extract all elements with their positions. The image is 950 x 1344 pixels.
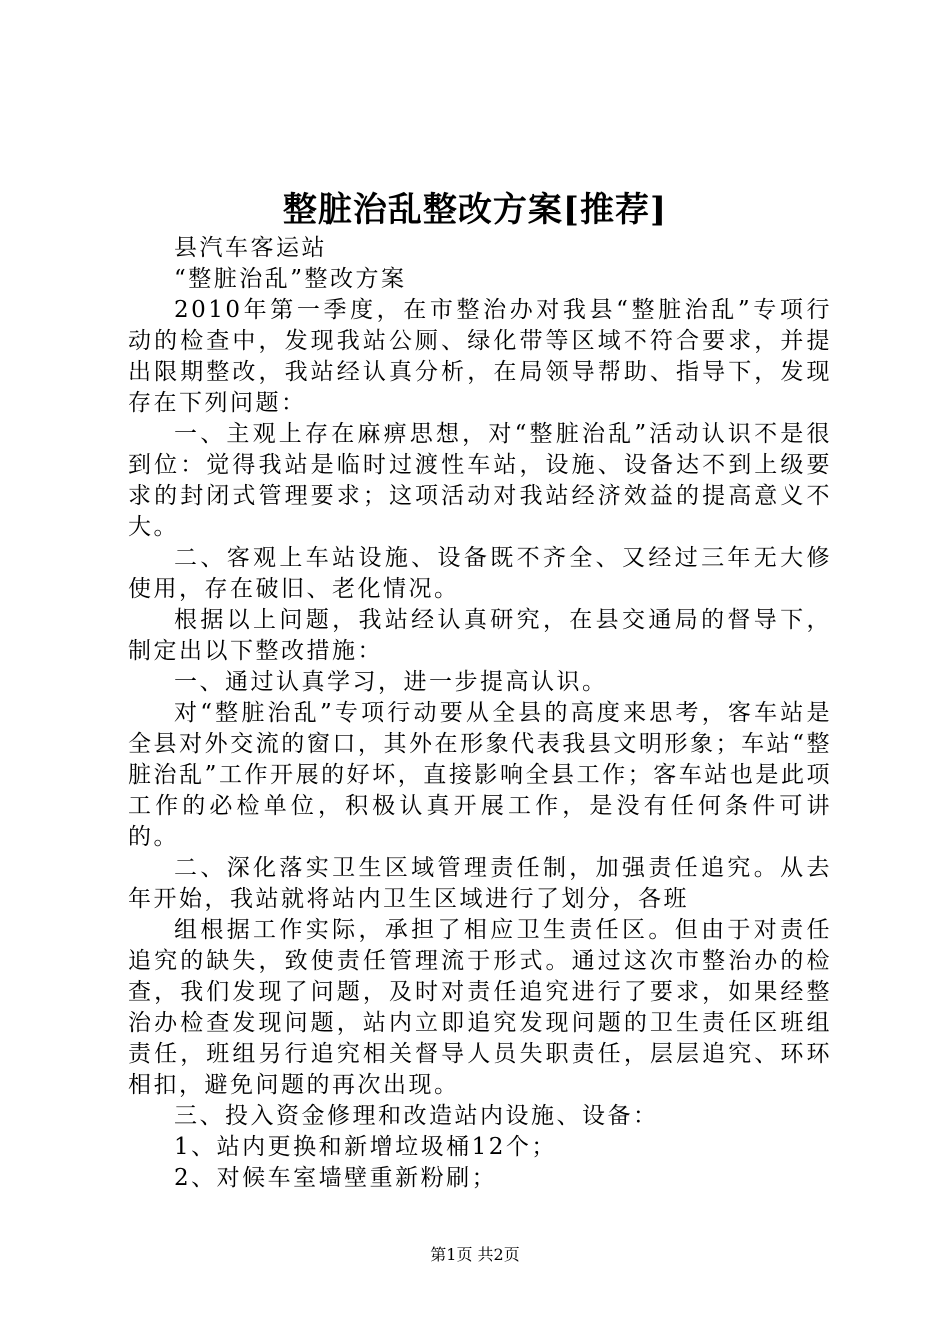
paragraph-measure-3-heading: 三、投入资金修理和改造站内设施、设备： [174, 1103, 659, 1129]
document-body [128, 233, 832, 1194]
paragraph-measure-3-item-1: 1、站内更换和新增垃圾桶12个； [174, 1134, 557, 1160]
paragraph-org-name: 县汽车客运站 [174, 235, 327, 261]
paragraph-problem-1: 一、主观上存在麻痹思想，对“整脏治乱”活动认识不是很到位：觉得我站是临时过渡性车站，设施、设备达不到上级要求的封闭式管理要求；这项活动对我站经济效益的提高意义不大。 [128, 421, 832, 540]
paragraph-measure-2-heading: 二、深化落实卫生区域管理责任制，加强责任追究。从去年开始，我站就将站内卫生区域进行了划分，各班 [128, 855, 832, 912]
page-footer: 第1页 共2页 [430, 1245, 520, 1264]
paragraph-measure-2-body: 组根据工作实际，承担了相应卫生责任区。但由于对责任追究的缺失，致使责任管理流于形式。通过这次市整治办的检查，我们发现了问题，及时对责任追究进行了要求，如果经整治办检查发现问题，站内立即追究发现问题的卫生责任区班组责任，班组另行追究相关督导人员失职责任，层层追究、环环相扣，避免问题的再次出现。 [128, 917, 832, 1098]
document-title: 整脏治乱整改方案[推荐] [282, 190, 668, 230]
paragraph-measure-3-item-2: 2、对候车室墙壁重新粉刷； [174, 1165, 498, 1191]
paragraph-measure-1-body: 对“整脏治乱”专项行动要从全县的高度来思考，客车站是全县对外交流的窗口，其外在形象代表我县文明形象；车站“整脏治乱”工作开展的好坏，直接影响全县工作；客车站也是此项工作的必检单位，积极认真开展工作，是没有任何条件可讲的。 [128, 700, 832, 850]
paragraph-problem-2: 二、客观上车站设施、设备既不齐全、又经过三年无大修使用，存在破旧、老化情况。 [128, 545, 832, 602]
paragraph-intro: 2010年第一季度，在市整治办对我县“整脏治乱”专项行动的检查中，发现我站公厕、绿化带等区域不符合要求，并提出限期整改，我站经认真分析，在局领导帮助、指导下，发现存在下列问题： [128, 297, 832, 416]
paragraph-measure-1-heading: 一、通过认真学习，进一步提高认识。 [174, 669, 608, 695]
paragraph-subtitle: “整脏治乱”整改方案 [174, 266, 407, 292]
paragraph-measures-intro: 根据以上问题，我站经认真研究，在县交通局的督导下，制定出以下整改措施： [128, 607, 832, 664]
